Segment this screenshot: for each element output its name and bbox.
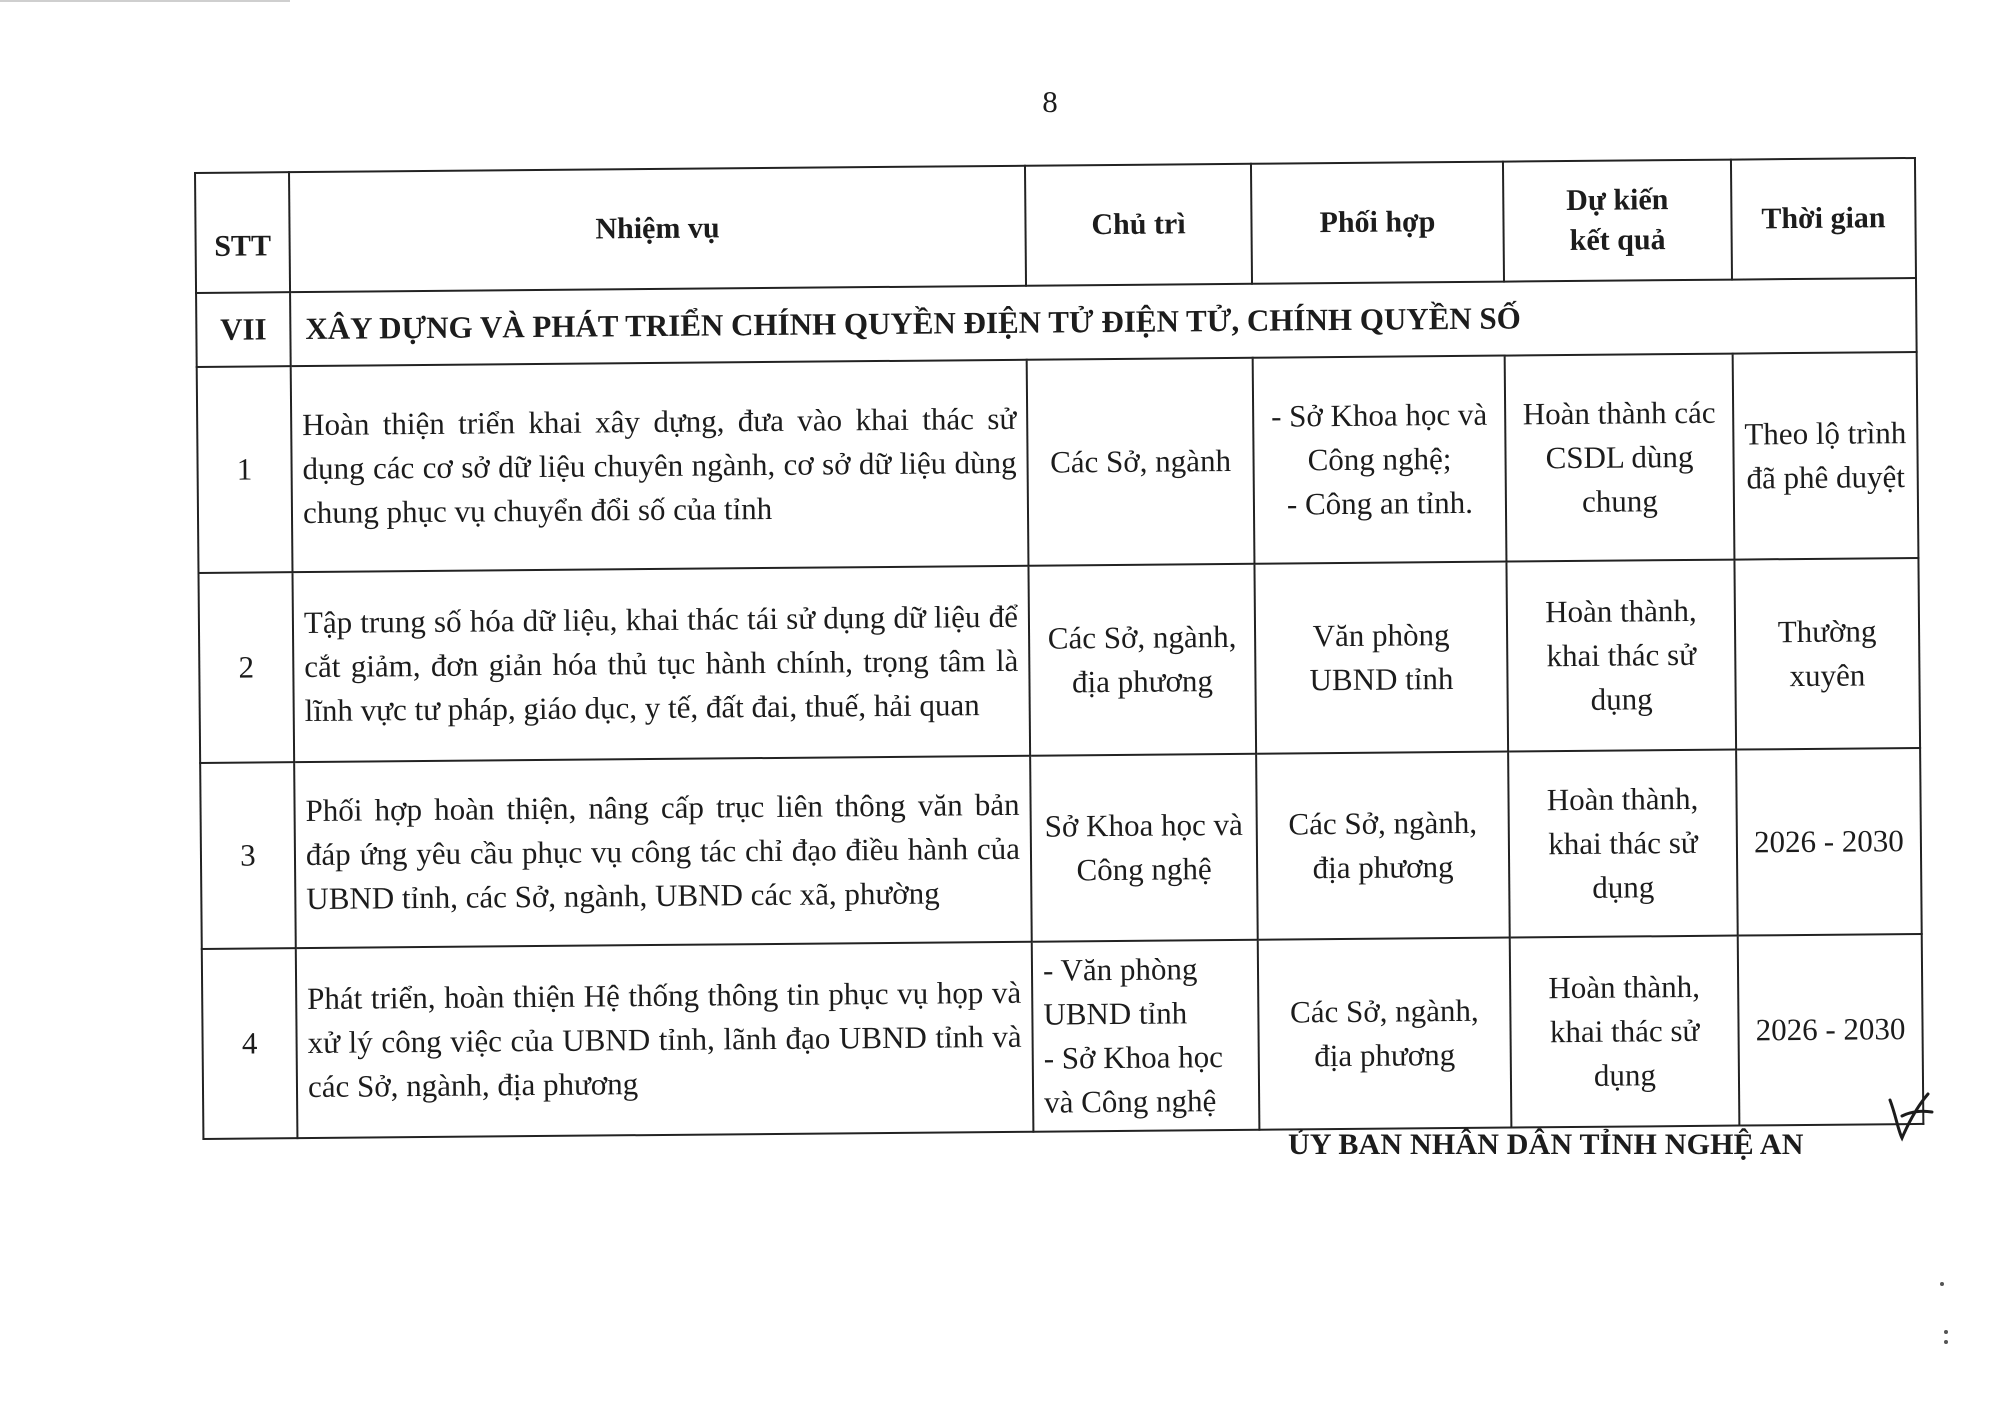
row-lead <box>1032 940 1260 1132</box>
row-coordinate <box>1253 356 1507 564</box>
table-row <box>202 934 1924 1139</box>
lead-line: - Văn phòng UBND tỉnh <box>1042 951 1198 1032</box>
lead-line: Các Sở, ngành, địa phương <box>1047 618 1237 700</box>
row-coordinate <box>1258 938 1512 1130</box>
header-result-line1: Dự kiến <box>1566 182 1669 217</box>
header-result-line2: kết quả <box>1569 223 1666 257</box>
scan-speck <box>1944 1340 1948 1344</box>
row-stt: 4 <box>202 948 298 1139</box>
row-stt: 3 <box>200 762 296 949</box>
table-row <box>200 748 1922 949</box>
scan-speck <box>1944 1330 1948 1334</box>
row-result: Hoàn thành, khai thác sử dụng <box>1506 560 1736 752</box>
row-time: Theo lộ trình đã phê duyệt <box>1733 352 1919 560</box>
section-title: XÂY DỰNG VÀ PHÁT TRIỂN CHÍNH QUYỀN ĐIỆN TỬ ĐIỆN TỬ, CHÍNH QUYỀN SỐ <box>290 278 1917 366</box>
row-coordinate <box>1254 562 1508 754</box>
row-stt: 1 <box>197 366 293 573</box>
coordinate-line: - Công an tỉnh. <box>1286 484 1474 522</box>
row-task: Phát triển, hoàn thiện Hệ thống thông tin phục vụ họp và xử lý công việc của UBND tỉnh, lãnh đạo UBND tỉnh và các Sở, ngành, địa phương <box>296 942 1034 1138</box>
scan-speck <box>1940 1282 1944 1286</box>
row-lead <box>1028 564 1256 756</box>
coordinate-line: - Sở Khoa học và Công nghệ; <box>1270 396 1488 478</box>
header-lead: Chủ trì <box>1025 164 1252 286</box>
row-lead <box>1030 754 1258 942</box>
issuing-organization: ỦY BAN NHÂN DÂN TỈNH NGHỆ AN <box>1288 1128 1804 1161</box>
lead-line: Sở Khoa học và Công nghệ <box>1044 806 1243 888</box>
row-result: Hoàn thành, khai thác sử dụng <box>1510 936 1740 1128</box>
row-result: Hoàn thành các CSDL dùng chung <box>1505 354 1735 562</box>
initial-stroke <box>1890 1094 1932 1138</box>
handwritten-initial-mark <box>1880 1086 1940 1146</box>
row-task: Hoàn thiện triển khai xây dựng, đưa vào khai thác sử dụng các cơ sở dữ liệu chuyên ngành, cơ sở dữ liệu dùng chung phục vụ chuyển đổi số của tỉnh <box>291 360 1029 572</box>
row-result: Hoàn thành, khai thác sử dụng <box>1508 750 1738 938</box>
row-time: 2026 - 2030 <box>1738 934 1924 1126</box>
row-time: 2026 - 2030 <box>1736 748 1922 936</box>
task-table <box>194 157 1924 1140</box>
lead-line: - Sở Khoa học và Công nghệ <box>1043 1039 1224 1120</box>
header-coordinate: Phối hợp <box>1251 162 1504 284</box>
header-time: Thời gian <box>1731 158 1916 280</box>
row-time: Thường xuyên <box>1734 558 1920 750</box>
coordinate-line: Các Sở, ngành, địa phương <box>1288 804 1478 886</box>
row-lead <box>1027 358 1255 566</box>
page-number: 8 <box>1042 84 1058 119</box>
header-result <box>1503 160 1732 282</box>
section-number: VII <box>196 292 291 367</box>
lead-line: Các Sở, ngành <box>1049 442 1232 480</box>
header-task: Nhiệm vụ <box>289 166 1026 292</box>
table-row <box>197 352 1919 573</box>
coordinate-line: Các Sở, ngành, địa phương <box>1289 992 1479 1074</box>
row-coordinate <box>1256 752 1510 940</box>
row-task: Phối hợp hoàn thiện, nâng cấp trục liên thông văn bản đáp ứng yêu cầu phục vụ công tác chỉ đạo điều hành của UBND tỉnh, các Sở, ngành, UBND các xã, phường <box>294 756 1032 948</box>
header-stt: STT <box>195 172 290 293</box>
table-header-row <box>195 158 1916 293</box>
scan-edge-line <box>0 0 290 2</box>
row-task: Tập trung số hóa dữ liệu, khai thác tái sử dụng dữ liệu để cắt giảm, đơn giản hóa thủ tục hành chính, trọng tâm là lĩnh vực tư pháp, giáo dục, y tế, đất đai, thuế, hải quan <box>292 566 1030 762</box>
coordinate-line: Văn phòng UBND tỉnh <box>1309 617 1454 698</box>
table-row <box>198 558 1920 763</box>
row-stt: 2 <box>198 572 294 763</box>
